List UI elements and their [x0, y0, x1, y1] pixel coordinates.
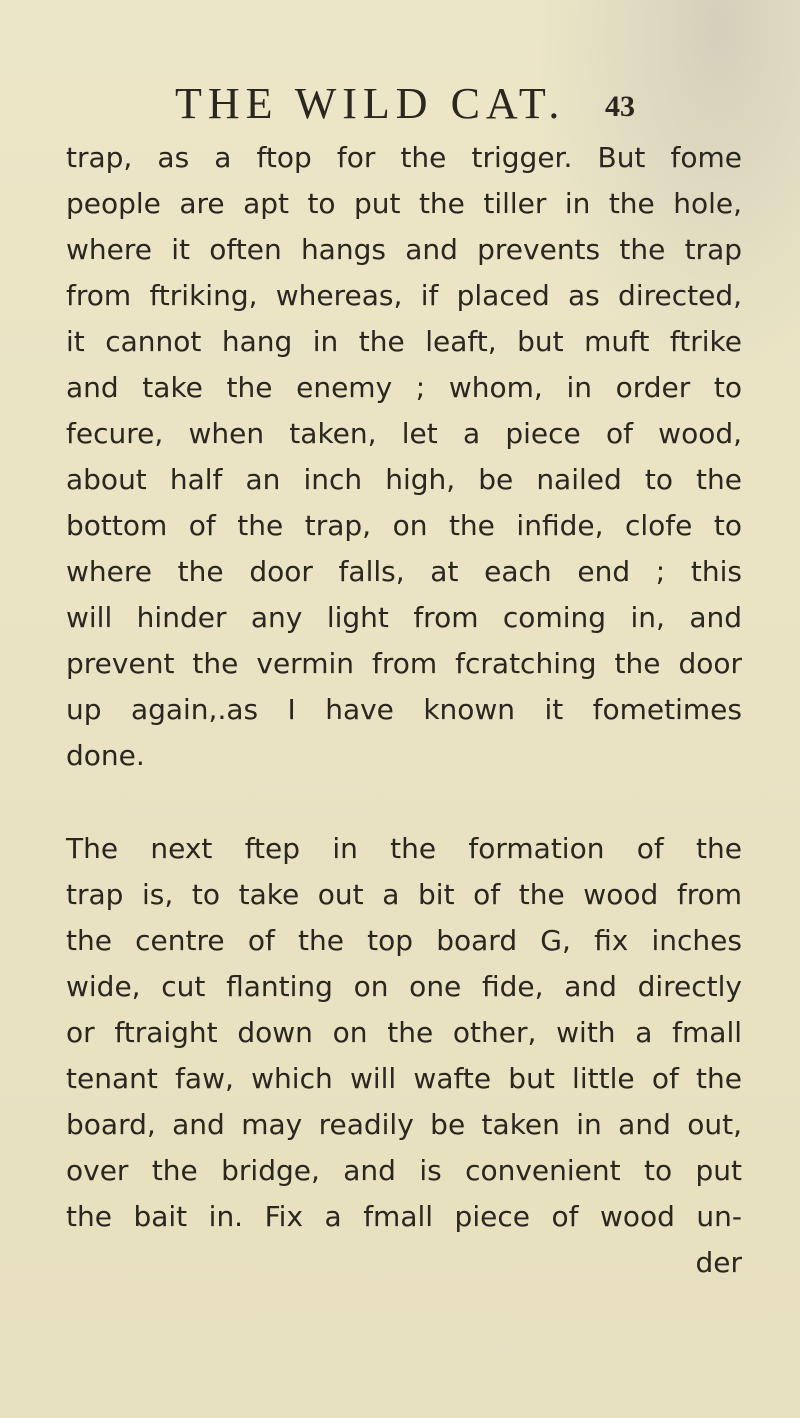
page-number: 43 [605, 90, 635, 123]
text-line: the bait in. Fix a fmall piece of wood un- [66, 1200, 742, 1233]
text-line: board, and may readily be taken in and out, [66, 1108, 742, 1141]
page-header [175, 78, 635, 130]
text-line: done. [66, 739, 145, 772]
text-line: about half an inch high, be nailed to the [66, 463, 742, 496]
catchword: der [695, 1246, 742, 1279]
text-line: the centre of the top board G, fix inches [66, 924, 742, 957]
text-line: where it often hangs and prevents the trap [66, 233, 742, 266]
text-line: and take the enemy ; whom, in order to [66, 371, 742, 404]
text-line: over the bridge, and is convenient to put [66, 1154, 742, 1187]
paragraph-gap [66, 779, 742, 826]
text-line: bottom of the trap, on the infide, clofe to [66, 509, 742, 542]
text-line: prevent the vermin from fcratching the door [66, 647, 742, 680]
text-line: where the door falls, at each end ; this [66, 555, 742, 588]
text-line: people are apt to put the tiller in the hole, [66, 187, 742, 220]
text-line: fecure, when taken, let a piece of wood, [66, 417, 742, 450]
text-line: wide, cut flanting on one fide, and directly [66, 970, 742, 1003]
text-line: from ftriking, whereas, if placed as directed, [66, 279, 742, 312]
running-title: THE WILD CAT. [175, 79, 566, 128]
text-line: trap, as a ftop for the trigger. But fome [66, 141, 742, 174]
paragraph-2 [66, 826, 742, 1240]
paragraph-1 [66, 135, 742, 779]
body-text [66, 135, 742, 1286]
text-line: up again,.as I have known it fometimes [66, 693, 742, 726]
text-line: The next ftep in the formation of the [66, 832, 742, 865]
text-line: will hinder any light from coming in, and [66, 601, 742, 634]
text-line: it cannot hang in the leaft, but muft ftrike [66, 325, 742, 358]
text-line: or ftraight down on the other, with a fmall [66, 1016, 742, 1049]
text-line: tenant faw, which will wafte but little of the [66, 1062, 742, 1095]
text-line: trap is, to take out a bit of the wood from [66, 878, 742, 911]
